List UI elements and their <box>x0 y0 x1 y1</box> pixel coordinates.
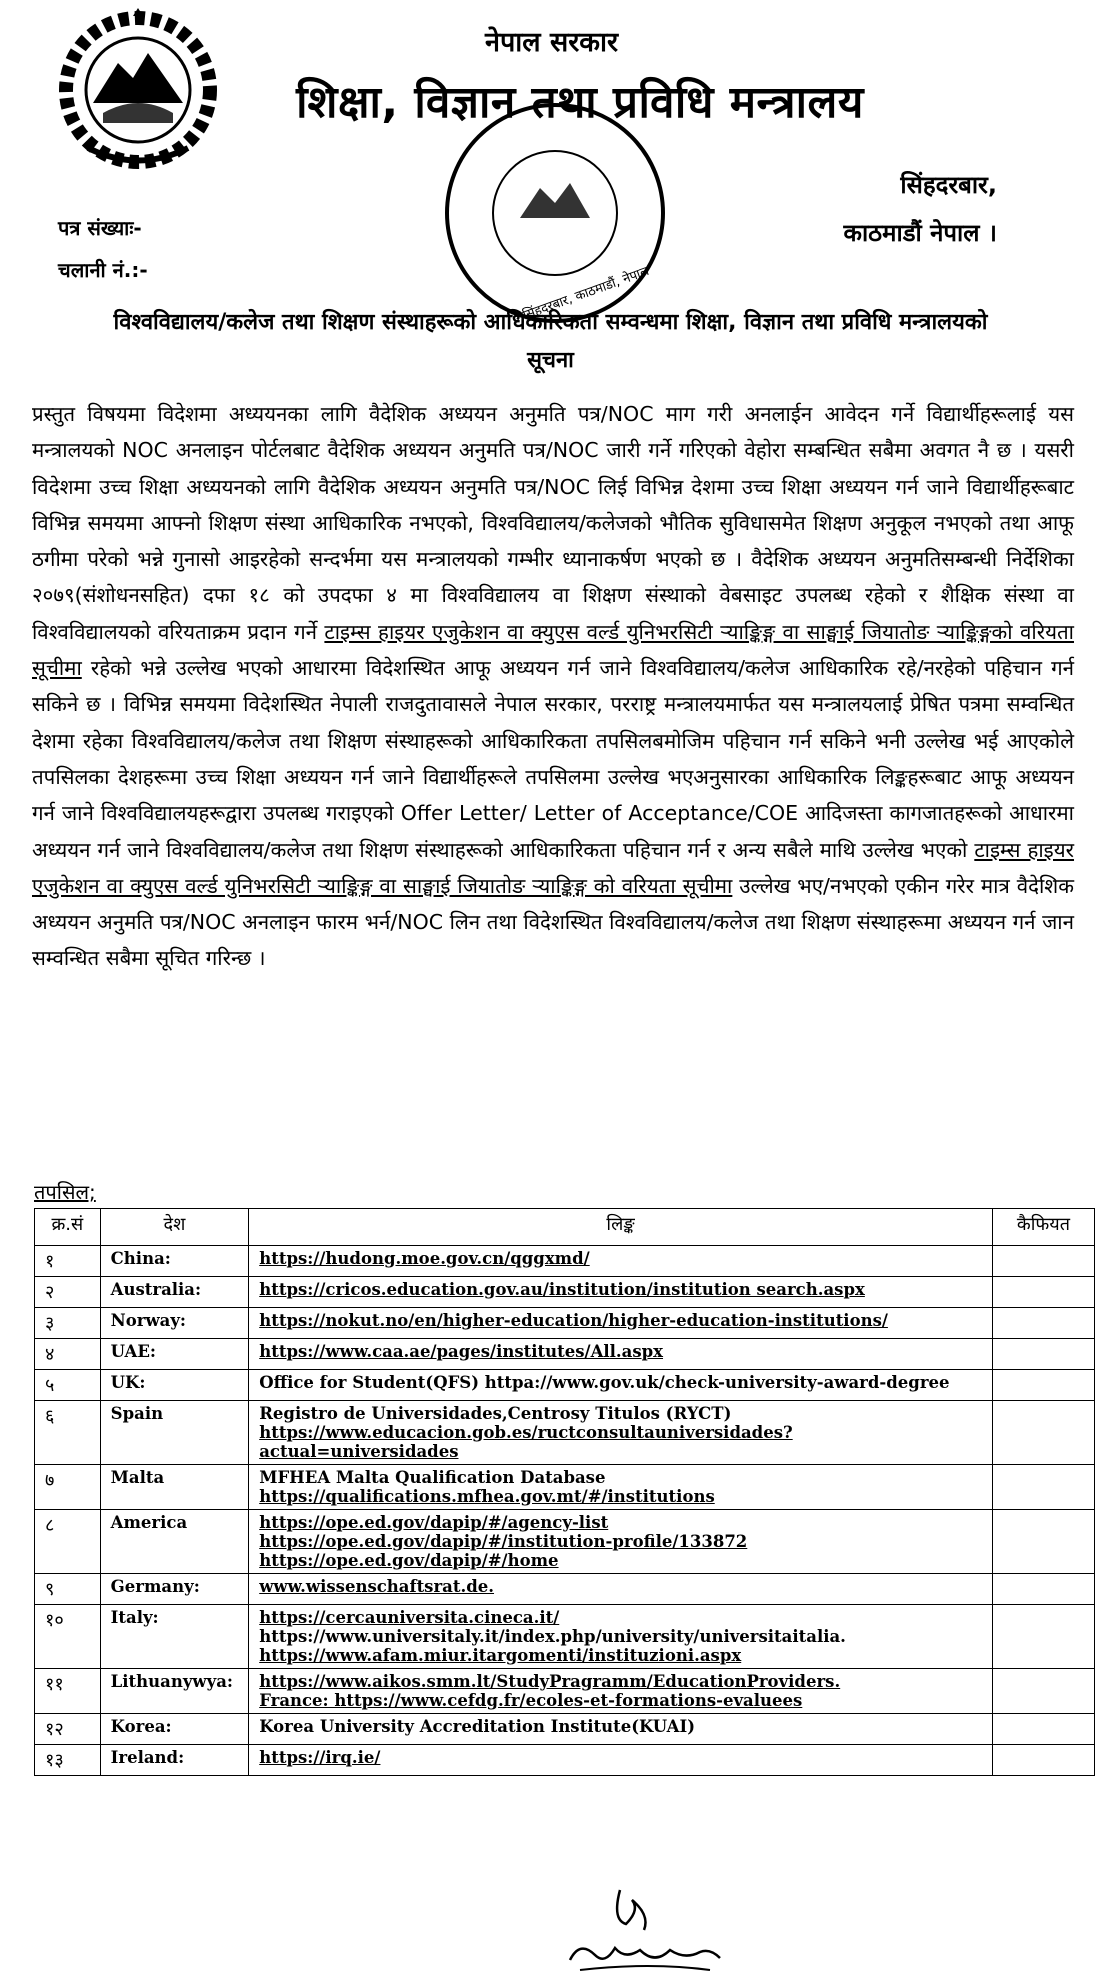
row-serial: ४ <box>35 1339 101 1370</box>
institution-link[interactable]: https://nokut.no/en/higher-education/higher-education-institutions/ <box>259 1311 888 1330</box>
address-line-2: काठमाडौं नेपाल । <box>843 219 997 247</box>
body-part-3: उल्लेख भए/नभएको एकीन गरेर मात्र वैदेशिक अध्ययन अनुमति पत्र/NOC अनलाइन फारम भर्न/NOC लिन तथा विदेशस्थित विश्वविद्यालय/कलेज तथा शिक्षण संस्थाहरूमा अध्ययन गर्न जान सम्वन्धित सबैमा सूचित गरिन्छ । <box>32 873 1074 971</box>
row-links <box>249 1714 993 1745</box>
row-remarks <box>992 1605 1094 1669</box>
body-part-2: रहेको भन्ने उल्लेख भएको आधारमा विदेशस्थित आफू अध्ययन गर्न जाने विश्वविद्यालय/कलेज आधिकारिक रहे/नरहेको पहिचान गर्न सकिने छ । विभिन्न समयमा विदेशस्थित नेपाली राजदुतावासले नेपाल सरकार, परराष्ट्र मन्त्रालयमार्फत यस मन्त्रालयलाई प्रेषित पत्रमा सम्वन्धित देशमा रहेका विश्वविद्यालय/कलेज तथा शिक्षण संस्थाहरूको आधिकारिकता तपसिलबमोजिम पहिचान गर्न सकिने भनी उल्लेख भई आएकोले तपसिलका देशहरूमा उच्च शिक्षा अध्ययन गर्न जाने विद्यार्थीहरूले तपसिलमा उल्लेख भएअनुसारका आधिकारिक लिङ्कहरूबाट आफू अध्ययन गर्न जाने विश्वविद्यालयहरूद्वारा उपलब्ध गराइएको Offer Letter/ Letter of Acceptance/COE आदिजस्ता कागजातहरूको आधारमा अध्ययन गर्न जाने विश्वविद्यालय/कलेज तथा शिक्षण संस्थाहरूको आधिकारिकता पहिचान गर्न र अन्य सबैले माथि उल्लेख भएको <box>32 656 1074 862</box>
institution-text: Office for Student(QFS) httpa://www.gov.uk/check-university-award-degree <box>259 1373 950 1392</box>
ministry-name: शिक्षा, विज्ञान तथा प्रविधि मन्त्रालय <box>296 77 864 128</box>
institution-link[interactable]: https://www.afam.miur.itargomenti/instituzioni.aspx <box>259 1646 742 1665</box>
row-serial: ७ <box>35 1465 101 1510</box>
ministry-stamp <box>440 98 670 328</box>
header-serial: क्र.सं <box>35 1209 101 1246</box>
row-country: Lithuanywya: <box>100 1669 249 1714</box>
row-remarks <box>992 1510 1094 1574</box>
table-row <box>35 1308 1095 1339</box>
row-country: Italy: <box>100 1605 249 1669</box>
row-country: UK: <box>100 1370 249 1401</box>
header-country: देश <box>100 1209 249 1246</box>
row-serial: १३ <box>35 1745 101 1776</box>
details-label: तपसिल; <box>34 1180 96 1204</box>
table-row <box>35 1745 1095 1776</box>
table-row <box>35 1277 1095 1308</box>
institutions-table <box>34 1208 1095 1776</box>
row-links <box>249 1277 993 1308</box>
row-remarks <box>992 1465 1094 1510</box>
institution-link[interactable]: www.wissenschaftsrat.de. <box>259 1577 495 1596</box>
row-country: Spain <box>100 1401 249 1465</box>
row-country: China: <box>100 1246 249 1277</box>
row-serial: १२ <box>35 1714 101 1745</box>
table-row <box>35 1339 1095 1370</box>
row-links <box>249 1465 993 1510</box>
row-serial: २ <box>35 1277 101 1308</box>
svg-text:सिंहदरबार, काठमाडौं, नेपाल: सिंहदरबार, काठमाडौं, नेपाल <box>520 263 652 324</box>
institution-link[interactable]: https://ope.ed.gov/dapip/#/home <box>259 1551 559 1570</box>
row-links <box>249 1339 993 1370</box>
dispatch-number-label: चलानी नं.:- <box>58 258 148 282</box>
row-country: Korea: <box>100 1714 249 1745</box>
institution-link[interactable]: https://ope.ed.gov/dapip/#/agency-list <box>259 1513 609 1532</box>
institution-link[interactable]: https://ope.ed.gov/dapip/#/institution-profile/133872 <box>259 1532 748 1551</box>
row-remarks <box>992 1308 1094 1339</box>
subject-line-1: विश्वविद्यालय/कलेज तथा शिक्षण संस्थाहरूको आधिकारिकता सम्वन्धमा शिक्षा, विज्ञान तथा प्रविधि मन्त्रालयको <box>113 310 988 335</box>
header-remarks: कैफियत <box>992 1209 1094 1246</box>
table-row <box>35 1370 1095 1401</box>
row-remarks <box>992 1714 1094 1745</box>
row-country: America <box>100 1510 249 1574</box>
table-row <box>35 1714 1095 1745</box>
row-remarks <box>992 1370 1094 1401</box>
institution-link[interactable]: https://www.caa.ae/pages/institutes/All.aspx <box>259 1342 664 1361</box>
table-header-row <box>35 1209 1095 1246</box>
table-row <box>35 1669 1095 1714</box>
subject-line-2: सूचना <box>527 348 574 373</box>
body-underline-1: टाइम्स हाइयर एजुकेशन वा क्युएस वर्ल्ड युनिभरसिटी र्‍याङ्किङ्ग वा साङ्घाई जियातोङ र्‍याङ्किङ्गको वरियता सूचीमा <box>32 619 1074 681</box>
row-remarks <box>992 1339 1094 1370</box>
row-country: Germany: <box>100 1574 249 1605</box>
row-links <box>249 1370 993 1401</box>
institution-link[interactable]: https://cercauniversita.cineca.it/ <box>259 1608 560 1627</box>
body-part-1: प्रस्तुत विषयमा विदेशमा अध्ययनका लागि वैदेशिक अध्ययन अनुमति पत्र/NOC माग गरी अनलाईन आवेदन गर्ने विद्यार्थीहरूलाई यस मन्त्रालयको NOC अनलाइन पोर्टलबाट वैदेशिक अध्ययन अनुमति पत्र/NOC जारी गर्ने गरिएको वेहोरा सम्बन्धित सबैमा अवगत नै छ । यसरी विदेशमा उच्च शिक्षा अध्ययनको लागि वैदेशिक अध्ययन अनुमति पत्र/NOC लिई विभिन्न देशमा उच्च शिक्षा अध्ययन गर्न जाने विद्यार्थीहरूबाट विभिन्न समयमा आफ्नो शिक्षण संस्था आधिकारिक नभएको, विश्वविद्यालय/कलेजको भौतिक सुविधासमेत शिक्षण अनुकूल नभएको तथा आफू ठगीमा परेको भन्ने गुनासो आइरहेको सन्दर्भमा यस मन्त्रालयको गम्भीर ध्यानाकर्षण भएको छ । वैदेशिक अध्ययन अनुमतिसम्बन्धी निर्देशिका २०७९(संशोधनसहित) दफा १८ को उपदफा ४ मा विश्वविद्यालय वा शिक्षण संस्थाको वेबसाइट उपलब्ध रहेको र शैक्षिक संस्था वा विश्वविद्यालयको वरियताक्रम प्रदान गर्ने <box>32 402 1074 644</box>
row-country: Ireland: <box>100 1745 249 1776</box>
row-remarks <box>992 1246 1094 1277</box>
row-links <box>249 1574 993 1605</box>
signature <box>560 1880 730 1980</box>
row-links <box>249 1246 993 1277</box>
institution-text: Korea University Accreditation Institute(KUAI) <box>259 1717 695 1736</box>
institution-text: Registro de Universidades,Centrosy Titulos (RYCT) <box>259 1404 732 1423</box>
row-remarks <box>992 1574 1094 1605</box>
row-serial: ९ <box>35 1574 101 1605</box>
address-line-1: सिंहदरबार, <box>900 171 997 199</box>
row-links <box>249 1510 993 1574</box>
row-remarks <box>992 1745 1094 1776</box>
row-serial: १ <box>35 1246 101 1277</box>
row-remarks <box>992 1401 1094 1465</box>
institution-link[interactable]: https://www.aikos.smm.lt/StudyPragramm/EducationProviders. <box>259 1672 841 1691</box>
notice-subject <box>28 304 1073 380</box>
institution-link[interactable]: https://hudong.moe.gov.cn/qggxmd/ <box>259 1249 590 1268</box>
row-serial: ६ <box>35 1401 101 1465</box>
row-serial: ११ <box>35 1669 101 1714</box>
row-serial: १० <box>35 1605 101 1669</box>
row-country: Australia: <box>100 1277 249 1308</box>
institution-text: https://www.universitaly.it/index.php/university/universitaitalia. <box>259 1627 846 1646</box>
row-links <box>249 1605 993 1669</box>
row-links <box>249 1308 993 1339</box>
government-name: नेपाल सरकार <box>484 27 619 58</box>
row-serial: ३ <box>35 1308 101 1339</box>
table-row <box>35 1401 1095 1465</box>
table-row <box>35 1574 1095 1605</box>
institution-link[interactable]: https://qualifications.mfhea.gov.mt/#/institutions <box>259 1487 715 1506</box>
body-underline-2: टाइम्स हाइयर एजुकेशन वा क्युएस वर्ल्ड युनिभरसिटी र्‍याङ्किङ्ग वा साङ्घाई जियातोङ र्‍याङ्किङ्ग को वरियता सूचीमा <box>32 837 1075 898</box>
institution-text: MFHEA Malta Qualification Database <box>259 1468 606 1487</box>
institution-link[interactable]: https://cricos.education.gov.au/institution/institution search.aspx <box>259 1280 865 1299</box>
table-row <box>35 1246 1095 1277</box>
table-row <box>35 1605 1095 1669</box>
row-remarks <box>992 1669 1094 1714</box>
row-links <box>249 1669 993 1714</box>
row-country: Norway: <box>100 1308 249 1339</box>
table-row <box>35 1510 1095 1574</box>
table-row <box>35 1465 1095 1510</box>
row-links <box>249 1401 993 1465</box>
row-country: UAE: <box>100 1339 249 1370</box>
notice-body <box>32 396 1074 977</box>
institution-link[interactable]: France: https://www.cefdg.fr/ecoles-et-formations-evaluees <box>259 1691 803 1710</box>
header-link: लिङ्क <box>249 1209 993 1246</box>
institution-link[interactable]: https://irq.ie/ <box>259 1748 381 1767</box>
row-links <box>249 1745 993 1776</box>
row-country: Malta <box>100 1465 249 1510</box>
table-body <box>35 1246 1095 1776</box>
row-remarks <box>992 1277 1094 1308</box>
letter-number-label: पत्र संख्याः- <box>58 216 142 240</box>
row-serial: ८ <box>35 1510 101 1574</box>
row-serial: ५ <box>35 1370 101 1401</box>
institution-link[interactable]: https://www.educacion.gob.es/ructconsultauniversidades?actual=universidades <box>259 1423 793 1461</box>
